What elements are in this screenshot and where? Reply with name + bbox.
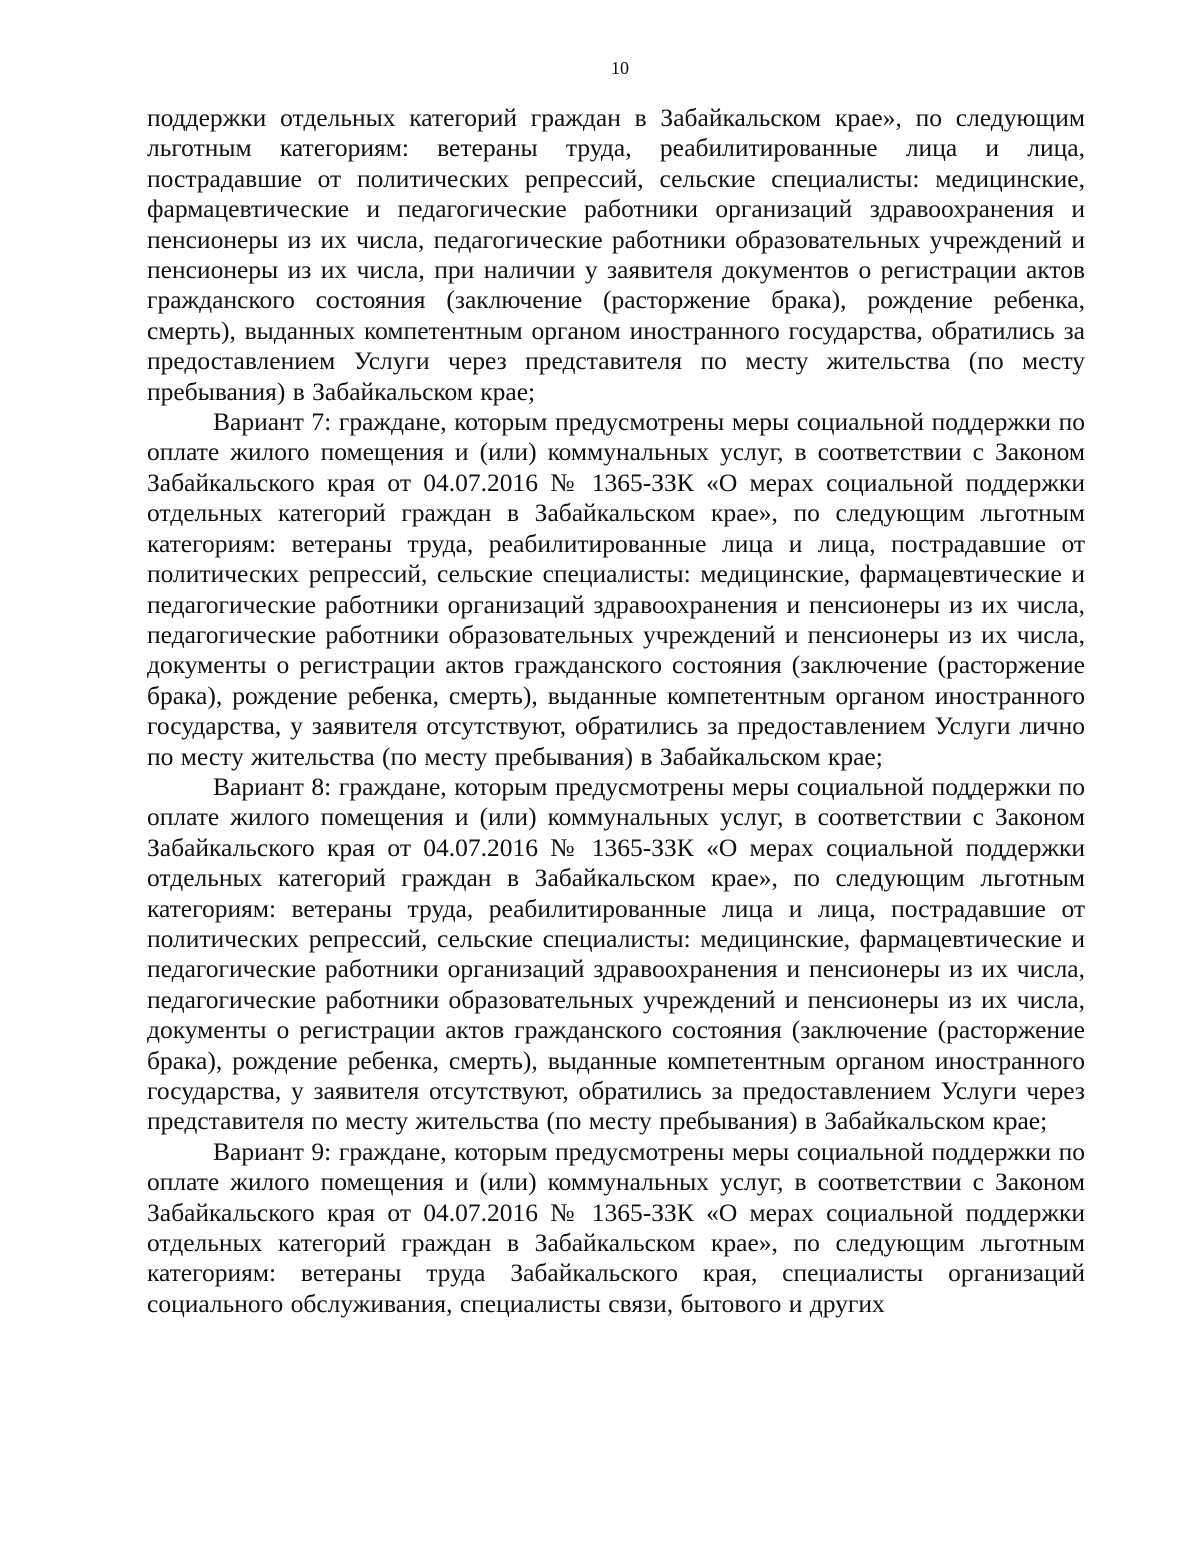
paragraph-continuation: поддержки отдельных категорий граждан в Забайкальском крае», по следующим льготным категориям: ветераны труда, реабилитированные лица и лица, пострадавшие от политических репрессий, сельские специалисты: медицинские, фармацевтические и педагогические работники организаций здравоохранения и пенсионеры из их числа, педагогические работники образовательных учреждений и пенсионеры из их числа, при наличии у заявителя документов о регистрации актов гражданского состояния (заключение (расторжение брака), рождение ребенка, смерть), выданных компетентным органом иностранного государства, обратились за предоставлением Услуги через представителя по месту жительства (по месту пребывания) в Забайкальском крае; (147, 103, 1085, 406)
page-number: 10 (611, 58, 629, 78)
document-body (147, 103, 1085, 1319)
paragraph-variant-7: Вариант 7: граждане, которым предусмотрены меры социальной поддержки по оплате жилого помещения и (или) коммунальных услуг, в соответствии с Законом Забайкальского края от 04.07.2016 № 1365-ЗЗК «О мерах социальной поддержки отдельных категорий граждан в Забайкальском крае», по следующим льготным категориям: ветераны труда, реабилитированные лица и лица, пострадавшие от политических репрессий, сельские специалисты: медицинские, фармацевтические и педагогические работники организаций здравоохранения и пенсионеры из их числа, педагогические работники образовательных учреждений и пенсионеры из их числа, документы о регистрации актов гражданского состояния (заключение (расторжение брака), рождение ребенка, смерть), выданные компетентным органом иностранного государства, у заявителя отсутствуют, обратились за предоставлением Услуги лично по месту жительства (по месту пребывания) в Забайкальском крае; (147, 407, 1085, 771)
paragraph-variant-9: Вариант 9: граждане, которым предусмотрены меры социальной поддержки по оплате жилого помещения и (или) коммунальных услуг, в соответствии с Законом Забайкальского края от 04.07.2016 № 1365-ЗЗК «О мерах социальной поддержки отдельных категорий граждан в Забайкальском крае», по следующим льготным категориям: ветераны труда Забайкальского края, специалисты организаций социального обслуживания, специалисты связи, бытового и других (147, 1136, 1085, 1318)
paragraph-variant-8: Вариант 8: граждане, которым предусмотрены меры социальной поддержки по оплате жилого помещения и (или) коммунальных услуг, в соответствии с Законом Забайкальского края от 04.07.2016 № 1365-ЗЗК «О мерах социальной поддержки отдельных категорий граждан в Забайкальском крае», по следующим льготным категориям: ветераны труда, реабилитированные лица и лица, пострадавшие от политических репрессий, сельские специалисты: медицинские, фармацевтические и педагогические работники организаций здравоохранения и пенсионеры из их числа, педагогические работники образовательных учреждений и пенсионеры из их числа, документы о регистрации актов гражданского состояния (заключение (расторжение брака), рождение ребенка, смерть), выданные компетентным органом иностранного государства, у заявителя отсутствуют, обратились за предоставлением Услуги через представителя по месту жительства (по месту пребывания) в Забайкальском крае; (147, 771, 1085, 1136)
